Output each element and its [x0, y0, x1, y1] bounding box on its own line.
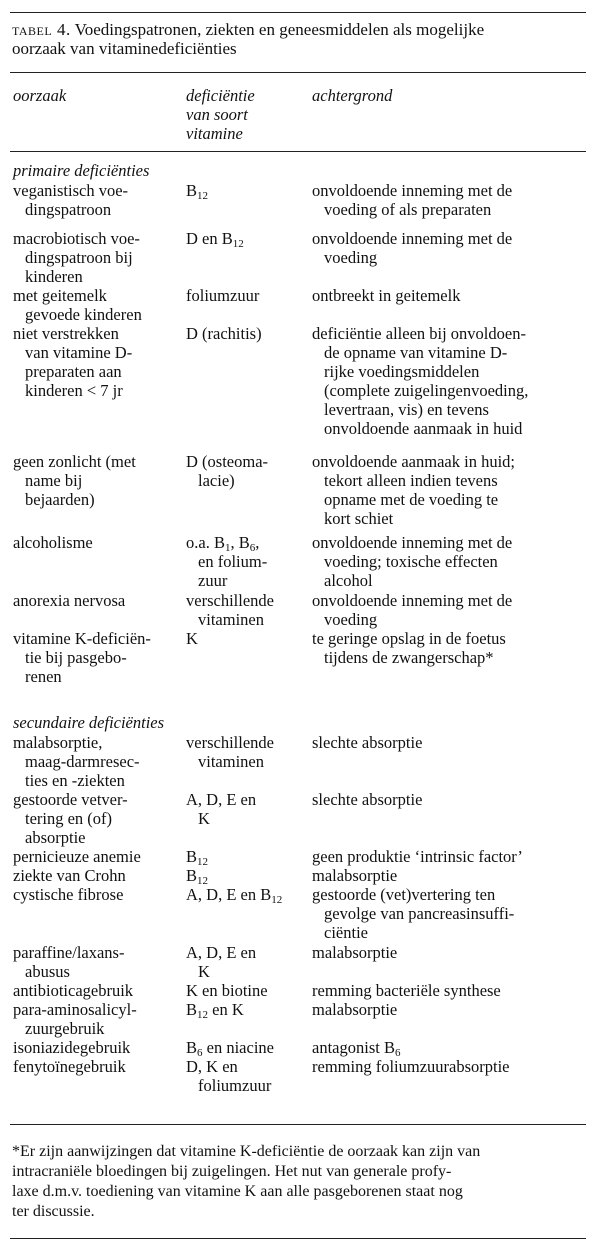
cause-cell: [13, 790, 183, 847]
background-cell-line: rijke voedingsmiddelen: [324, 362, 480, 381]
column-header-cause: oorzaak: [13, 86, 67, 105]
header-rule-bottom: [10, 151, 586, 152]
vitamin-cell: [186, 885, 311, 904]
background-cell-line: voeding of als preparaten: [324, 200, 492, 219]
background-cell-line: gestoorde (vet)vertering ten: [312, 885, 496, 904]
vitamin-cell-line: D (osteoma-: [186, 452, 269, 471]
vitamin-cell: [186, 181, 311, 200]
cause-cell-line: dingspatroon bij: [25, 248, 133, 267]
background-cell: [312, 981, 596, 1000]
cause-cell-line: abusus: [25, 962, 70, 981]
cause-cell: [13, 1038, 183, 1057]
vitamin-cell-line: K en biotine: [186, 981, 268, 1000]
cause-cell-line: absorptie: [25, 828, 86, 847]
background-cell-line: remming foliumzuurabsorptie: [312, 1057, 510, 1076]
cause-cell-line: niet verstrekken: [13, 324, 119, 343]
table-title: Voedingspatronen, ziekten en geneesmiddelen als mogelijke: [74, 20, 485, 39]
background-cell: [312, 847, 596, 866]
column-header-vitamin-line: vitamine: [186, 124, 243, 143]
cause-cell-line: van vitamine D-: [25, 343, 133, 362]
background-cell-line: voeding; toxische effecten: [324, 552, 498, 571]
vitamin-cell-line: foliumzuur: [186, 286, 260, 305]
vitamin-cell: [186, 286, 311, 305]
cause-cell-line: malabsorptie,: [13, 733, 103, 752]
background-cell: [312, 885, 596, 942]
cause-cell-line: preparaten aan: [25, 362, 122, 381]
cause-cell: [13, 324, 183, 400]
vitamin-cell-line: K: [198, 962, 210, 981]
background-cell-line: voeding: [324, 248, 378, 267]
cause-cell-line: fenytoïnegebruik: [13, 1057, 126, 1076]
cause-cell-line: zuurgebruik: [25, 1019, 105, 1038]
vitamin-cell-line: $B_{12}$: [186, 847, 209, 868]
background-cell-line: tekort alleen indien tevens: [324, 471, 498, 490]
cause-cell-line: ties en -ziekten: [25, 771, 125, 790]
cause-cell-line: antibioticagebruik: [13, 981, 134, 1000]
background-cell: [312, 790, 596, 809]
cause-cell-line: kinderen: [25, 267, 83, 286]
vitamin-cell: [186, 790, 311, 828]
vitamin-cell-line: vitaminen: [198, 610, 264, 629]
section-title: primaire deficiënties: [13, 161, 150, 180]
background-cell: [312, 943, 596, 962]
background-cell-line: voeding: [324, 610, 378, 629]
cause-cell: [13, 181, 183, 219]
vitamin-cell-line: A, D, E en: [186, 790, 257, 809]
background-cell: [312, 286, 596, 305]
background-cell-line: alcohol: [324, 571, 373, 590]
cause-cell: [13, 1057, 183, 1076]
cause-cell-line: kinderen < 7 jr: [25, 381, 123, 400]
cause-cell-line: dingspatroon: [25, 200, 112, 219]
vitamin-cell: [186, 733, 311, 771]
cause-cell: [13, 452, 183, 509]
cause-cell: [13, 866, 183, 885]
vitamin-cell-line: D en $B_{12}$: [186, 229, 244, 250]
background-cell-line: geen produktie ‘intrinsic factor’: [312, 847, 523, 866]
background-cell-line: onvoldoende inneming met de: [312, 591, 513, 610]
vitamin-cell-line: $B_6$ en niacine: [186, 1038, 274, 1059]
header-rule-top: [10, 72, 586, 73]
background-cell-line: antagonist $B_6$: [312, 1038, 401, 1059]
background-cell-line: tijdens de zwangerschap*: [324, 648, 494, 667]
background-cell: [312, 866, 596, 885]
cause-cell-line: geen zonlicht (met: [13, 452, 136, 471]
vitamin-cell-line: en folium-: [198, 552, 268, 571]
background-cell-line: malabsorptie: [312, 943, 398, 962]
cause-cell-line: met geitemelk: [13, 286, 107, 305]
cause-cell-line: alcoholisme: [13, 533, 93, 552]
vitamin-cell-line: $B_{12}$: [186, 866, 209, 887]
cause-cell: [13, 733, 183, 790]
vitamin-cell: [186, 1057, 311, 1095]
background-cell-line: deficiëntie alleen bij onvoldoen-: [312, 324, 526, 343]
cause-cell: [13, 533, 183, 552]
column-header-vitamin-line: van soort: [186, 105, 248, 124]
background-cell-line: onvoldoende inneming met de: [312, 229, 513, 248]
footnote-line: ter discussie.: [12, 1203, 95, 1220]
cause-cell-line: vitamine K-deficiën-: [13, 629, 151, 648]
background-cell-line: slechte absorptie: [312, 790, 423, 809]
background-cell-line: onvoldoende aanmaak in huid: [324, 419, 523, 438]
cause-cell-line: tering en (of): [25, 809, 113, 828]
background-cell-line: malabsorptie: [312, 1000, 398, 1019]
vitamin-cell-line: lacie): [198, 471, 235, 490]
background-cell: [312, 229, 596, 267]
cause-cell: [13, 629, 183, 686]
background-cell-line: slechte absorptie: [312, 733, 423, 752]
vitamin-cell: [186, 981, 311, 1000]
vitamin-cell: [186, 591, 311, 629]
vitamin-cell: [186, 324, 311, 343]
table-label: tabel 4.: [12, 20, 71, 39]
column-header-background: achtergrond: [312, 86, 393, 105]
background-cell-line: levertraan, vis) en tevens: [324, 400, 489, 419]
cause-cell-line: macrobiotisch voe-: [13, 229, 140, 248]
background-cell-line: te geringe opslag in de foetus: [312, 629, 506, 648]
background-cell-line: kort schiet: [324, 509, 394, 528]
cause-cell: [13, 591, 183, 610]
background-cell-line: remming bacteriële synthese: [312, 981, 501, 1000]
vitamin-cell-line: K: [198, 809, 210, 828]
background-cell-line: opname met de voeding te: [324, 490, 499, 509]
background-cell: [312, 733, 596, 752]
cause-cell-line: pernicieuze anemie: [13, 847, 141, 866]
vitamin-cell-line: zuur: [198, 571, 228, 590]
table-title-line2: oorzaak van vitaminedeficiënties: [12, 39, 237, 58]
vitamin-cell-line: o.a. $B_1$, $B_6$,: [186, 533, 260, 554]
cause-cell: [13, 981, 183, 1000]
vitamin-cell-line: A, D, E en: [186, 943, 257, 962]
vitamin-cell-line: D, K en: [186, 1057, 238, 1076]
column-header-vitamin: [186, 86, 311, 143]
cause-cell-line: isoniazidegebruik: [13, 1038, 131, 1057]
table-caption: [12, 20, 592, 58]
top-rule: [10, 12, 586, 13]
vitamin-cell: [186, 1038, 311, 1057]
background-cell-line: (complete zuigelingenvoeding,: [324, 381, 529, 400]
cause-cell-line: gevoede kinderen: [25, 305, 142, 324]
vitamin-cell: [186, 452, 311, 490]
background-cell: [312, 452, 596, 528]
section-title: secundaire deficiënties: [13, 713, 165, 732]
background-cell: [312, 1000, 596, 1019]
background-cell: [312, 1038, 596, 1057]
vitamin-cell-line: verschillende: [186, 591, 274, 610]
background-cell-line: onvoldoende aanmaak in huid;: [312, 452, 515, 471]
vitamin-cell-line: D (rachitis): [186, 324, 262, 343]
background-cell: [312, 1057, 596, 1076]
background-cell: [312, 591, 596, 629]
cause-cell: [13, 229, 183, 286]
vitamin-cell-line: verschillende: [186, 733, 274, 752]
cause-cell-line: tie bij pasgebo-: [25, 648, 127, 667]
footnote-line: intracraniële bloedingen bij zuigelingen. Het nut van generale profy-: [12, 1163, 452, 1180]
cause-cell-line: paraffine/laxans-: [13, 943, 125, 962]
footnote-line: *Er zijn aanwijzingen dat vitamine K-deficiëntie de oorzaak kan zijn van: [12, 1143, 481, 1160]
vitamin-cell-line: foliumzuur: [198, 1076, 272, 1095]
vitamin-cell: [186, 1000, 311, 1019]
cause-cell-line: cystische fibrose: [13, 885, 124, 904]
cause-cell: [13, 847, 183, 866]
background-cell-line: onvoldoende inneming met de: [312, 533, 513, 552]
vitamin-cell: [186, 533, 311, 590]
cause-cell-line: maag-darmresec-: [25, 752, 140, 771]
cause-cell-line: para-aminosalicyl-: [13, 1000, 137, 1019]
cause-cell-line: ziekte van Crohn: [13, 866, 126, 885]
vitamin-cell-line: $B_{12}$ en K: [186, 1000, 244, 1021]
background-cell-line: ontbreekt in geitemelk: [312, 286, 461, 305]
background-cell-line: de opname van vitamine D-: [324, 343, 508, 362]
cause-cell-line: anorexia nervosa: [13, 591, 126, 610]
background-cell-line: ciëntie: [324, 923, 368, 942]
cause-cell: [13, 286, 183, 324]
table-bottom-rule: [10, 1124, 586, 1125]
cause-cell-line: renen: [25, 667, 62, 686]
background-cell-line: onvoldoende inneming met de: [312, 181, 513, 200]
cause-cell: [13, 1000, 183, 1038]
footnote: [12, 1142, 590, 1222]
vitamin-cell: [186, 866, 311, 885]
bottom-rule: [10, 1238, 586, 1239]
vitamin-cell: [186, 847, 311, 866]
background-cell-line: gevolge van pancreasinsuffi-: [324, 904, 515, 923]
cause-cell-line: name bij: [25, 471, 83, 490]
background-cell: [312, 324, 596, 438]
vitamin-cell: [186, 943, 311, 981]
vitamin-cell-line: K: [186, 629, 198, 648]
vitamin-cell: [186, 229, 311, 248]
vitamin-cell-line: A, D, E en $B_{12}$: [186, 885, 283, 906]
vitamin-cell: [186, 629, 311, 648]
column-header-vitamin-line: deficiëntie: [186, 86, 255, 105]
cause-cell: [13, 885, 183, 904]
background-cell: [312, 629, 596, 667]
background-cell: [312, 181, 596, 219]
cause-cell-line: veganistisch voe-: [13, 181, 129, 200]
vitamin-cell-line: $B_{12}$: [186, 181, 209, 202]
footnote-line: laxe d.m.v. toediening van vitamine K aan alle pasgeborenen staat nog: [12, 1183, 463, 1200]
cause-cell-line: bejaarden): [25, 490, 95, 509]
vitamin-cell-line: vitaminen: [198, 752, 264, 771]
cause-cell-line: gestoorde vetver-: [13, 790, 128, 809]
cause-cell: [13, 943, 183, 981]
background-cell: [312, 533, 596, 590]
background-cell-line: malabsorptie: [312, 866, 398, 885]
